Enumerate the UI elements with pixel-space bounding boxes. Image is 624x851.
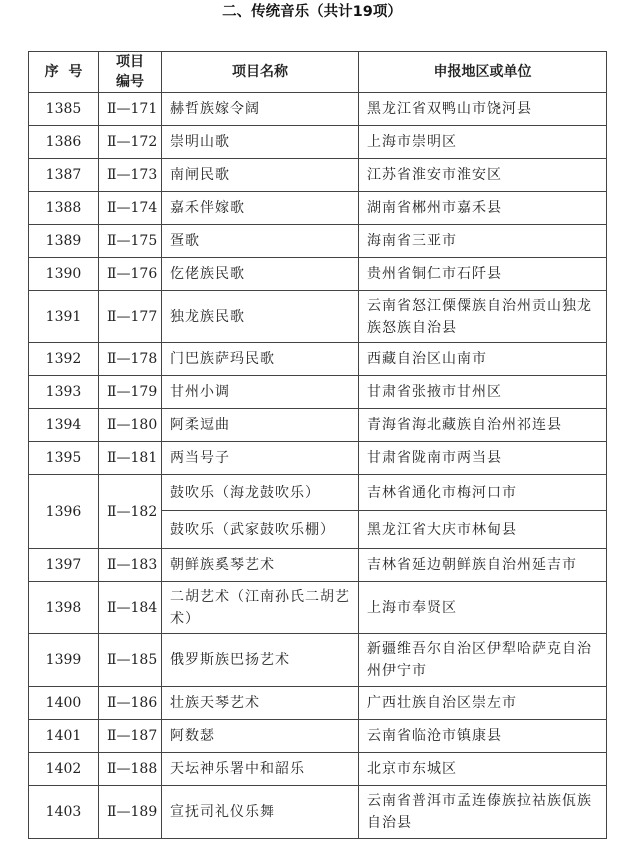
- table-row: [29, 126, 607, 159]
- table-row: [29, 634, 607, 687]
- cell-code: Ⅱ—181: [99, 442, 162, 475]
- cell-code: Ⅱ—188: [99, 753, 162, 786]
- cell-code: Ⅱ—187: [99, 720, 162, 753]
- cell-region: 上海市崇明区: [359, 126, 607, 159]
- cell-name: 疍歌: [162, 225, 359, 258]
- cell-seq: 1388: [29, 192, 99, 225]
- table-header-row: [29, 52, 607, 93]
- cell-region: 甘肃省张掖市甘州区: [359, 376, 607, 409]
- cell-name: 二胡艺术（江南孙氏二胡艺术）: [162, 582, 359, 634]
- page-title: 二、传统音乐（共计19项）: [222, 4, 402, 20]
- cell-region: 江苏省淮安市淮安区: [359, 159, 607, 192]
- cell-region: 云南省临沧市镇康县: [359, 720, 607, 753]
- cell-region: 云南省怒江傈僳族自治州贡山独龙族怒族自治县: [359, 291, 607, 343]
- header-code-line1: 项目: [116, 54, 144, 70]
- cell-seq: 1385: [29, 93, 99, 126]
- cell-name: 朝鲜族奚琴艺术: [162, 549, 359, 582]
- cell-seq: 1402: [29, 753, 99, 786]
- cell-seq: 1390: [29, 258, 99, 291]
- cell-name: 门巴族萨玛民歌: [162, 343, 359, 376]
- cell-name: 天坛神乐署中和韶乐: [162, 753, 359, 786]
- cell-seq: 1392: [29, 343, 99, 376]
- cell-code: Ⅱ—176: [99, 258, 162, 291]
- cell-region: 海南省三亚市: [359, 225, 607, 258]
- cell-name: 两当号子: [162, 442, 359, 475]
- table-row: [29, 720, 607, 753]
- cell-code: Ⅱ—171: [99, 93, 162, 126]
- cell-seq: 1389: [29, 225, 99, 258]
- cell-seq: 1394: [29, 409, 99, 442]
- heritage-table: [28, 51, 607, 839]
- cell-name: 鼓吹乐（海龙鼓吹乐）: [162, 475, 359, 511]
- cell-code: Ⅱ—185: [99, 634, 162, 687]
- cell-name: 阿数瑟: [162, 720, 359, 753]
- cell-name: 阿柔逗曲: [162, 409, 359, 442]
- cell-region: 贵州省铜仁市石阡县: [359, 258, 607, 291]
- cell-code: Ⅱ—173: [99, 159, 162, 192]
- table-row: [29, 343, 607, 376]
- cell-region: 黑龙江省双鸭山市饶河县: [359, 93, 607, 126]
- cell-region: 黑龙江省大庆市林甸县: [359, 511, 607, 549]
- cell-region: 湖南省郴州市嘉禾县: [359, 192, 607, 225]
- cell-name: 崇明山歌: [162, 126, 359, 159]
- table-row: [29, 93, 607, 126]
- cell-code: Ⅱ—179: [99, 376, 162, 409]
- cell-region: 北京市东城区: [359, 753, 607, 786]
- table-row: [29, 582, 607, 634]
- table-row: [29, 687, 607, 720]
- cell-seq: 1395: [29, 442, 99, 475]
- cell-seq: 1403: [29, 786, 99, 839]
- table-row: [29, 475, 607, 511]
- table-row: [29, 376, 607, 409]
- table-row: [29, 291, 607, 343]
- cell-name: 俄罗斯族巴扬艺术: [162, 634, 359, 687]
- table-row: [29, 786, 607, 839]
- table-row: [29, 409, 607, 442]
- table-row: [29, 753, 607, 786]
- table-row: [29, 159, 607, 192]
- header-code: [99, 52, 162, 93]
- cell-code: Ⅱ—182: [99, 475, 162, 549]
- header-code-line2: 编号: [116, 74, 144, 90]
- cell-name: 南闸民歌: [162, 159, 359, 192]
- cell-name: 赫哲族嫁令阔: [162, 93, 359, 126]
- cell-name: 壮族天琴艺术: [162, 687, 359, 720]
- cell-region: 吉林省通化市梅河口市: [359, 475, 607, 511]
- cell-name: 独龙族民歌: [162, 291, 359, 343]
- header-seq: 序 号: [29, 52, 99, 93]
- table-row: [29, 442, 607, 475]
- cell-seq: 1393: [29, 376, 99, 409]
- cell-code: Ⅱ—175: [99, 225, 162, 258]
- cell-region: 青海省海北藏族自治州祁连县: [359, 409, 607, 442]
- cell-region: 西藏自治区山南市: [359, 343, 607, 376]
- cell-code: Ⅱ—189: [99, 786, 162, 839]
- cell-name: 嘉禾伴嫁歌: [162, 192, 359, 225]
- cell-region: 甘肃省陇南市两当县: [359, 442, 607, 475]
- cell-code: Ⅱ—172: [99, 126, 162, 159]
- cell-seq: 1391: [29, 291, 99, 343]
- cell-seq: 1387: [29, 159, 99, 192]
- table-row: [29, 549, 607, 582]
- table-body: [29, 93, 607, 839]
- cell-region: 新疆维吾尔自治区伊犁哈萨克自治州伊宁市: [359, 634, 607, 687]
- cell-seq: 1400: [29, 687, 99, 720]
- cell-name: 仡佬族民歌: [162, 258, 359, 291]
- cell-region: 吉林省延边朝鲜族自治州延吉市: [359, 549, 607, 582]
- cell-seq: 1398: [29, 582, 99, 634]
- cell-region: 云南省普洱市孟连傣族拉祜族佤族自治县: [359, 786, 607, 839]
- table-row: [29, 192, 607, 225]
- cell-region: 上海市奉贤区: [359, 582, 607, 634]
- cell-seq: 1401: [29, 720, 99, 753]
- cell-code: Ⅱ—184: [99, 582, 162, 634]
- cell-name: 鼓吹乐（武家鼓吹乐棚）: [162, 511, 359, 549]
- cell-code: Ⅱ—174: [99, 192, 162, 225]
- cell-name: 宣抚司礼仪乐舞: [162, 786, 359, 839]
- table-row: [29, 258, 607, 291]
- cell-seq: 1396: [29, 475, 99, 549]
- header-name: 项目名称: [162, 52, 359, 93]
- table-row: [29, 225, 607, 258]
- cell-code: Ⅱ—186: [99, 687, 162, 720]
- cell-code: Ⅱ—178: [99, 343, 162, 376]
- cell-code: Ⅱ—183: [99, 549, 162, 582]
- cell-seq: 1399: [29, 634, 99, 687]
- cell-region: 广西壮族自治区崇左市: [359, 687, 607, 720]
- cell-seq: 1386: [29, 126, 99, 159]
- cell-code: Ⅱ—177: [99, 291, 162, 343]
- cell-code: Ⅱ—180: [99, 409, 162, 442]
- cell-name: 甘州小调: [162, 376, 359, 409]
- header-region: 申报地区或单位: [359, 52, 607, 93]
- cell-seq: 1397: [29, 549, 99, 582]
